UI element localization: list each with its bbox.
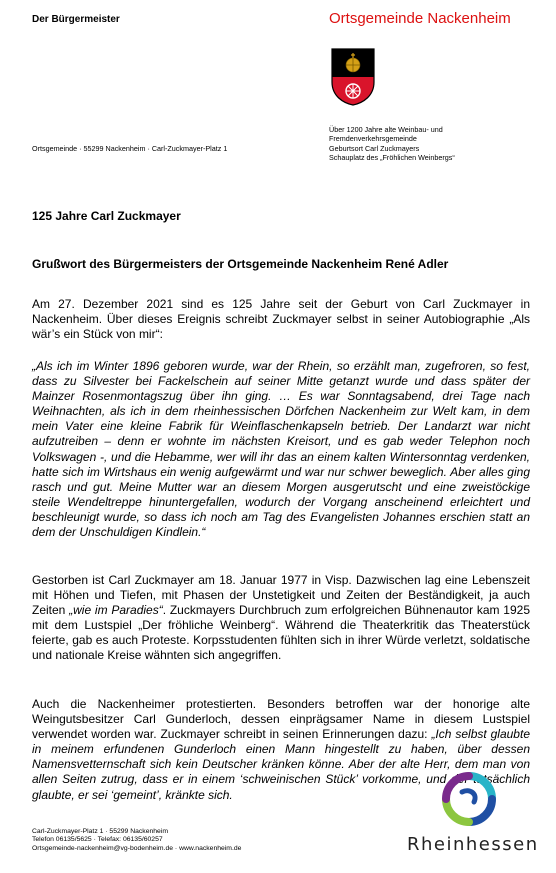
tagline xyxy=(329,125,529,162)
text-run: Gestorben ist Carl Zuckmayer am 18. Januar 1977 in Visp. Dazwischen lag eine Lebenszeit mit Höhen und Tiefen, mit Phasen der Unstetigkeit und Zeiten der Beständigkeit, ja auch Zeiten xyxy=(32,573,530,618)
coat-of-arms-icon xyxy=(331,48,375,106)
footer-line: Telefon 06135/5625 · Telefax: 06135/60257 xyxy=(32,836,163,844)
paragraph-quote: „Als ich im Winter 1896 geboren wurde, war der Rhein, so erzählt man, zugefroren, so fest, dass zu Silvester bei Fackelschein auf seiner Mitte getanzt wurde und dass später der Mainzer Rosenmontagszug über ihn ging. … Es war Sonntagsabend, drei Tage nach Weihnachten, als ich in dem rheinhessischen Dörfchen Nackenheim zur Welt kam, in dem mein Vater eine kleine Fabrik für Weinflaschenkapseln betrieb. Der Landarzt war nicht aufzutreiben – denn er wohnte im nächsten Kreisort, und es gab weder Telephon noch Volkswagen -, und die Hebamme, wer will ihr das an einem kalten Wintersonntag verdenken, hatte sich im Wirtshaus ein wenig aufgewärmt und war nur schwer beweglich. Aber alles ging rasch und gut. Meine Mutter war an diesem Morgen ausgerutscht und eine zweistöckige steile Wendeltreppe hinuntergefallen, wodurch der Vorgang anscheinend erleichtert und beschleunigt wurde, so dass ich noch am Tag des Evangelisten Johannes erschien statt an dem der Unschuldigen Kindlein.“ xyxy=(32,359,530,540)
tagline-line: Fremdenverkehrsgemeinde xyxy=(329,134,417,144)
text-run-italic: „wie im Paradies“ xyxy=(69,603,163,618)
paragraph-intro: Am 27. Dezember 2021 sind es 125 Jahre seit der Geburt von Carl Zuckmayer in Nackenheim. Über dieses Ereignis schreibt Zuckmayer selbst in seiner Autobiographie „Als wär’s ein Stück von mir“: xyxy=(32,297,530,342)
letter-subject: 125 Jahre Carl Zuckmayer xyxy=(32,209,181,223)
region-name: Rheinhessen xyxy=(407,834,539,855)
text-run: . Zuckmayers Durchbruch zum erfolgreichen Bühnenautor kam 1925 mit dem Lustspiel „Der fröhliche Weinberg“. Während die Theaterkritik das Theaterstück feierte, gab es auch Proteste. Korpsstudenten fühlten sich in ihrer Würde verletzt, soldatische und nationale Kreise wähnten sich angegriffen. xyxy=(32,603,530,663)
footer-line: Carl-Zuckmayer-Platz 1 · 55299 Nackenheim xyxy=(32,828,168,835)
sender-address-line: Ortsgemeinde · 55299 Nackenheim · Carl-Zuckmayer-Platz 1 xyxy=(32,144,228,153)
tagline-line: Schauplatz des „Fröhlichen Weinbergs“ xyxy=(329,152,455,162)
municipality-name: Ortsgemeinde Nackenheim xyxy=(329,10,511,27)
sender-title: Der Bürgermeister xyxy=(32,14,120,25)
footer-line: Ortsgemeinde-nackenheim@vg-bodenheim.de · www.nackenheim.de xyxy=(32,844,242,852)
footer-address xyxy=(32,828,241,853)
tagline-line: Geburtsort Carl Zuckmayers xyxy=(329,143,420,153)
tagline-line: Über 1200 Jahre alte Weinbau- und xyxy=(329,125,443,134)
text-run-italic: „Ich selbst glaubte in meinem erfundenen Gunderloch einen Mann hingestellt zu haben, über dessen Namensvetternschaft sich kein Deutscher kränken könne. Aber der alte Herr, dem man von allen Seiten zutrug, dass er in einem ‘schweinischen Stück’ vorkomme, und der tatsächlich glaubte, er sei ‘gemeint’, kränkte sich. xyxy=(32,727,530,802)
rheinhessen-logo-icon xyxy=(440,770,498,828)
paragraph-biography xyxy=(32,573,530,664)
text-run: Auch die Nackenheimer protestierten. Besonders betroffen war der honorige alte Weingutsbesitzer Carl Gunderloch, dessen einprägsamer Name in diesem Lustspiel verwendet worden war. Zuckmayer schreibt in seinen Erinnerungen dazu: xyxy=(32,697,530,742)
letter-greeting: Grußwort des Bürgermeisters der Ortsgemeinde Nackenheim René Adler xyxy=(32,257,449,271)
